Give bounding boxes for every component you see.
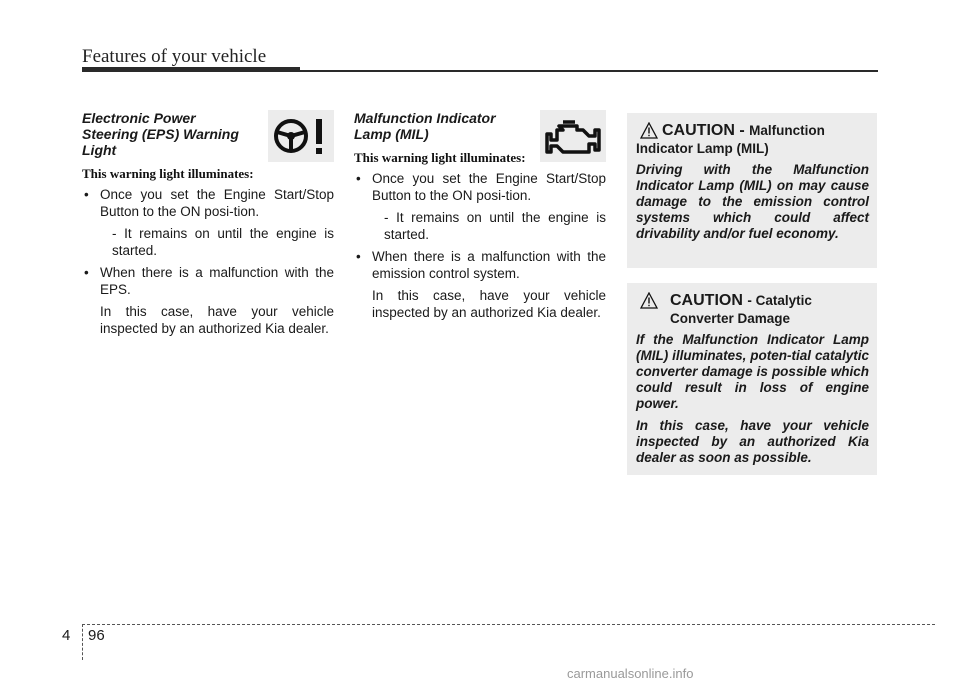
section-paragraph: In this case, have your vehicle inspected by an authorized Kia dealer. bbox=[372, 288, 606, 320]
caution-word: CAUTION - bbox=[662, 122, 750, 139]
steering-warning-icon bbox=[271, 113, 331, 159]
caution-subtitle: Malfunction bbox=[749, 123, 825, 138]
caution-box-mil bbox=[627, 113, 877, 268]
section-title: Malfunction Indicator Lamp (MIL) bbox=[354, 110, 496, 142]
section-paragraph: In this case, have your vehicle inspected by an authorized Kia dealer. bbox=[100, 304, 334, 336]
caution-heading bbox=[636, 122, 869, 140]
caution-heading bbox=[636, 292, 869, 310]
caution-subtitle-line: Indicator Lamp (MIL) bbox=[636, 141, 769, 156]
caution-box-catalytic bbox=[627, 283, 877, 475]
sub-item: - It remains on until the engine is started. bbox=[112, 226, 334, 258]
caution-text: Driving with the Malfunction Indicator Lamp (MIL) on may cause damage to the emission control systems which could affect drivability and/or fuel economy. bbox=[636, 162, 869, 241]
eps-icon-box bbox=[268, 110, 334, 162]
bullet-item: • Once you set the Engine Start/Stop Button to the ON posi-tion. bbox=[84, 187, 334, 219]
section-intro: This warning light illuminates: bbox=[82, 166, 254, 181]
caution-text: In this case, have your vehicle inspected by an authorized Kia dealer as soon as possible. bbox=[636, 418, 869, 465]
chapter-number: 4 bbox=[62, 627, 71, 644]
page-number: 96 bbox=[88, 627, 105, 644]
sub-item: - It remains on until the engine is started. bbox=[384, 210, 606, 242]
section-title: Electronic Power Steering (EPS) Warning Light bbox=[82, 110, 239, 158]
caution-text: If the Malfunction Indicator Lamp (MIL) illuminates, poten-tial catalytic converter damage is possible which could result in loss of engine power. bbox=[636, 332, 869, 411]
bullet-item: • When there is a malfunction with the emission control system. bbox=[356, 249, 606, 281]
section-eps bbox=[82, 110, 334, 337]
header-accent-bar bbox=[82, 67, 300, 72]
mil-icon-box bbox=[540, 110, 606, 162]
warning-triangle-icon bbox=[640, 122, 658, 139]
caution-word: CAUTION bbox=[670, 292, 743, 309]
page-header-title: Features of your vehicle bbox=[82, 46, 267, 67]
section-mil bbox=[354, 110, 606, 321]
bullet-item: • When there is a malfunction with the EPS. bbox=[84, 265, 334, 297]
caution-subtitle-line: Converter Damage bbox=[670, 311, 791, 326]
warning-triangle-icon bbox=[640, 292, 658, 309]
engine-icon bbox=[545, 116, 601, 156]
header-rule bbox=[300, 70, 878, 72]
section-intro: This warning light illuminates: bbox=[354, 150, 526, 165]
caution-subtitle: - Catalytic bbox=[747, 293, 812, 308]
bullet-item: • Once you set the Engine Start/Stop Button to the ON posi-tion. bbox=[356, 171, 606, 203]
footer-rule bbox=[82, 624, 935, 625]
footer-divider bbox=[82, 624, 83, 660]
watermark: carmanualsonline.info bbox=[567, 666, 694, 681]
